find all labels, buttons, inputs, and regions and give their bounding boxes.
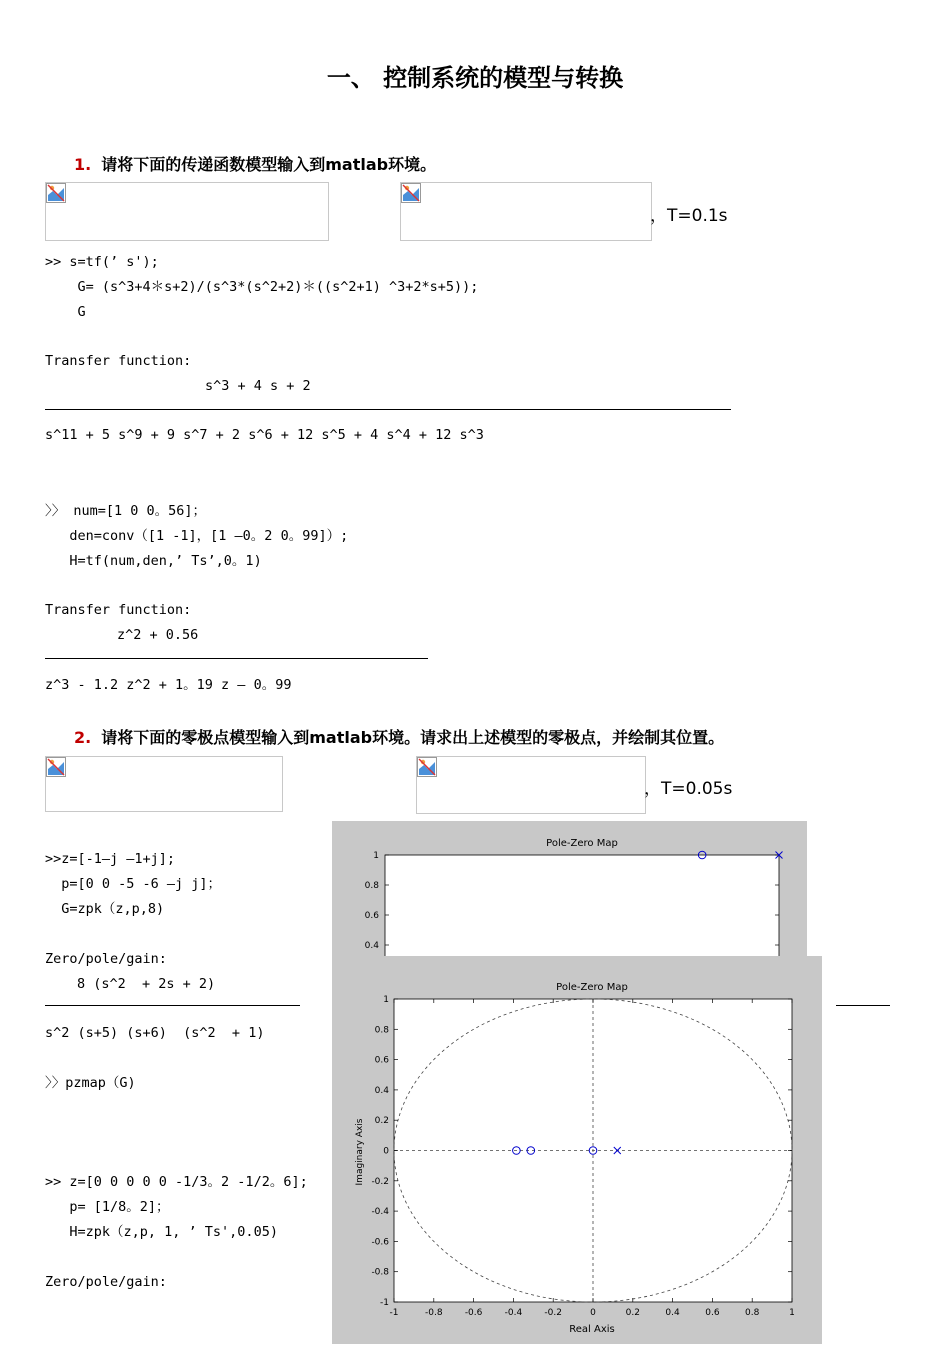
section1-heading xyxy=(74,152,436,175)
section1-number: 1. xyxy=(74,155,92,174)
code-line: p=[0 0 -5 -6 —j j]； xyxy=(45,876,222,892)
zpg-label-2: Zero/pole/gain: xyxy=(45,1274,167,1290)
code-block-4 xyxy=(45,1174,308,1240)
fraction-line-2 xyxy=(45,658,428,659)
y-tick-label: -0.6 xyxy=(371,1237,389,1248)
x-tick-label: -0.4 xyxy=(504,1308,523,1318)
page-title: 一、 控制系统的模型与转换 xyxy=(326,64,624,92)
x-tick-label: -0.6 xyxy=(464,1308,483,1318)
y-tick-label: 0.6 xyxy=(374,1055,389,1066)
chart-title: Pole-Zero Map xyxy=(546,838,618,849)
section2-heading xyxy=(74,725,724,748)
tf-numerator: s^3 + 4 s + 2 xyxy=(205,378,311,394)
y-tick-label: 0 xyxy=(383,1146,389,1157)
tf-label: Transfer function: xyxy=(45,353,192,369)
code-line: >> z=[0 0 0 0 0 -1/3。2 -1/2。6]; xyxy=(45,1174,308,1190)
broken-image-icon xyxy=(417,757,437,777)
zpg-denominator: s^2 (s+5) (s+6) (s^2 + 1) xyxy=(45,1025,265,1041)
y-tick-label: -0.2 xyxy=(371,1176,389,1187)
zpk-image-1 xyxy=(45,756,283,812)
sample-time-label-2: ，T=0.05s xyxy=(644,779,733,799)
x-tick-label: -0.2 xyxy=(544,1308,562,1318)
y-tick-label: 1 xyxy=(383,995,389,1005)
y-tick-label: 0.4 xyxy=(364,941,379,951)
code-line: >>z=[-1—j —1+j]; xyxy=(45,851,176,867)
code-line: >> s=tf(’ s'); xyxy=(45,254,159,270)
code-line: G= (s^3+4＊s+2)/(s^3*(s^2+2)＊((s^2+1) ^3+2*s+5)); xyxy=(45,279,479,295)
zpk-image-2 xyxy=(416,756,646,814)
plot-area xyxy=(385,855,779,961)
pole-zero-plot-bottom xyxy=(332,956,822,1344)
pole-zero-chart-bottom xyxy=(332,956,822,1344)
x-tick-label: -0.8 xyxy=(425,1308,443,1318)
broken-image-icon xyxy=(46,757,66,777)
x-tick-label: 0.8 xyxy=(745,1308,760,1318)
y-tick-label: -0.8 xyxy=(371,1267,389,1278)
code-line: H=zpk（z,p, 1, ’ Ts',0.05) xyxy=(45,1224,278,1240)
y-tick-label: -1 xyxy=(380,1298,389,1308)
x-tick-label: 0.2 xyxy=(625,1308,640,1318)
x-axis-label: Real Axis xyxy=(569,1324,615,1335)
transfer-function-image-1 xyxy=(45,182,329,241)
y-axis-label: Imaginary Axis xyxy=(355,1118,365,1186)
y-tick-label: 0.8 xyxy=(364,881,379,891)
tf-label-2: Transfer function: xyxy=(45,602,192,618)
section2-number: 2. xyxy=(74,728,92,747)
sample-time-label-1: ，T=0.1s xyxy=(650,206,728,226)
fraction-line-3-tail xyxy=(836,1005,890,1006)
zpg-numerator: 8 (s^2 + 2s + 2) xyxy=(77,976,216,992)
chart-title: Pole-Zero Map xyxy=(556,982,628,993)
y-tick-label: 0.8 xyxy=(374,1025,389,1036)
section2-heading-text: 请将下面的零极点模型输入到matlab环境。请求出上述模型的零极点，并绘制其位置。 xyxy=(101,728,725,747)
y-tick-label: -0.4 xyxy=(371,1207,389,1218)
pole-zero-plot-top xyxy=(332,821,807,961)
y-tick-label: 0.4 xyxy=(374,1085,389,1096)
y-tick-label: 0.6 xyxy=(364,911,379,921)
broken-image-icon xyxy=(401,183,421,203)
zpg-label: Zero/pole/gain: xyxy=(45,951,167,967)
transfer-function-image-2 xyxy=(400,182,652,241)
x-tick-label: 0 xyxy=(590,1308,596,1318)
pole-zero-chart-top xyxy=(332,821,807,961)
x-tick-label: -1 xyxy=(389,1308,399,1318)
x-tick-label: 1 xyxy=(789,1308,795,1318)
code-block-2 xyxy=(45,503,348,569)
code-line: G=zpk（z,p,8) xyxy=(45,901,165,917)
tf-denominator: s^11 + 5 s^9 + 9 s^7 + 2 s^6 + 12 s^5 + 4 s^4 + 12 s^3 xyxy=(45,427,484,443)
pzmap-command: 〉〉pzmap（G) xyxy=(45,1075,136,1091)
code-block-3 xyxy=(45,851,221,917)
code-block-1 xyxy=(45,254,478,320)
y-tick-label: 1 xyxy=(373,851,379,861)
x-tick-label: 0.6 xyxy=(705,1308,720,1318)
tf-numerator-2: z^2 + 0.56 xyxy=(117,627,199,643)
fraction-line-3 xyxy=(45,1005,300,1006)
code-line: H=tf(num,den,’ Ts’,0。1) xyxy=(45,553,262,569)
x-tick-label: 0.4 xyxy=(665,1308,680,1318)
code-line: 〉〉 num=[1 0 0。56]； xyxy=(45,503,207,519)
section1-heading-text: 请将下面的传递函数模型输入到matlab环境。 xyxy=(101,155,437,174)
tf-denominator-2: z^3 - 1.2 z^2 + 1。19 z — 0。99 xyxy=(45,677,292,693)
broken-image-icon xyxy=(46,183,66,203)
code-line: p= [1/8。2]； xyxy=(45,1199,170,1215)
fraction-line xyxy=(45,409,731,410)
code-line: den=conv（[1 -1]，[1 —0。2 0。99]）; xyxy=(45,528,349,544)
code-line: G xyxy=(45,304,86,320)
y-tick-label: 0.2 xyxy=(374,1116,389,1127)
